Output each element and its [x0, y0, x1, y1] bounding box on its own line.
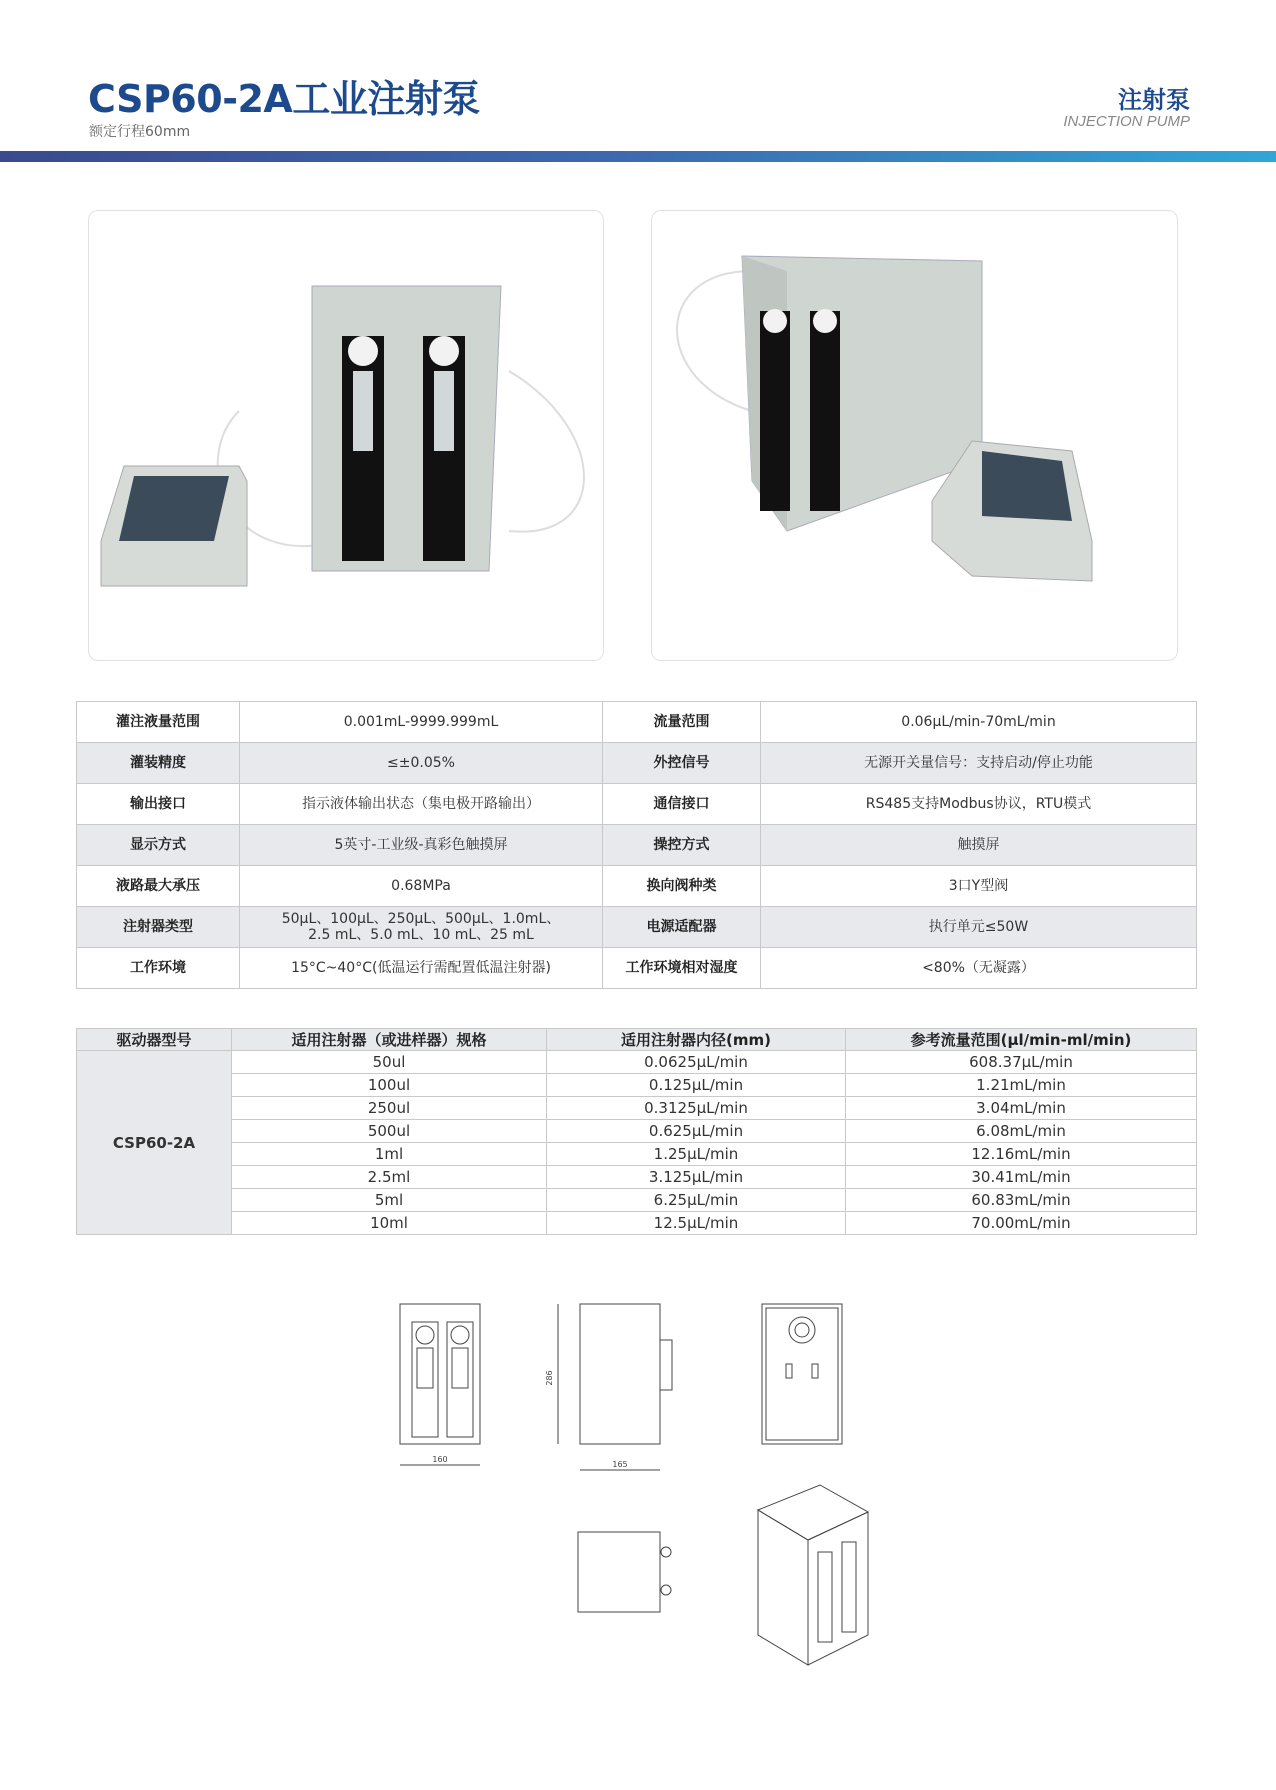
table-cell: 2.5ml: [232, 1166, 547, 1189]
table-cell: 70.00mL/min: [846, 1212, 1197, 1235]
isometric-view-drawing: [758, 1485, 868, 1665]
table-row: [77, 1212, 1197, 1235]
spec-label: 灌注液量范围: [77, 702, 240, 743]
height-dimension: 286: [545, 1370, 554, 1386]
spec-value: 触摸屏: [761, 825, 1197, 866]
spec-value: <80%（无凝露）: [761, 948, 1197, 989]
col-header: 适用注射器（或进样器）规格: [232, 1029, 547, 1051]
table-cell: 0.3125μL/min: [547, 1097, 846, 1120]
table-cell: 1ml: [232, 1143, 547, 1166]
spec-value: 3口Y型阀: [761, 866, 1197, 907]
spec-value-line: 50μL、100μL、250μL、500μL、1.0mL、: [281, 911, 561, 927]
spec-label: 流量范围: [603, 702, 761, 743]
spec-value: [240, 907, 603, 948]
product-photo-front: [88, 210, 604, 661]
spec-row: [77, 743, 1197, 784]
table-cell: 6.08mL/min: [846, 1120, 1197, 1143]
spec-label: 液路最大承压: [77, 866, 240, 907]
table-cell: 250ul: [232, 1097, 547, 1120]
spec-value-line: 2.5 mL、5.0 mL、10 mL、25 mL: [308, 927, 534, 943]
table-row: [77, 1051, 1197, 1074]
table-cell: 0.0625μL/min: [547, 1051, 846, 1074]
table-row: [77, 1074, 1197, 1097]
spec-label: 外控信号: [603, 743, 761, 784]
spec-label: 操控方式: [603, 825, 761, 866]
top-view-drawing: [578, 1532, 671, 1612]
spec-label: 通信接口: [603, 784, 761, 825]
front-view-drawing: [400, 1304, 480, 1465]
spec-label: 灌装精度: [77, 743, 240, 784]
back-view-drawing: [762, 1304, 842, 1444]
category-title: 注射泵: [1118, 86, 1190, 114]
page-subtitle: 额定行程60mm: [89, 124, 191, 140]
table-cell: 0.625μL/min: [547, 1120, 846, 1143]
spec-value: ≤±0.05%: [240, 743, 603, 784]
col-header: 参考流量范围(μl/min-ml/min): [846, 1029, 1197, 1051]
table-cell: 12.5μL/min: [547, 1212, 846, 1235]
flow-range-table: [76, 1028, 1197, 1235]
table-cell: 500ul: [232, 1120, 547, 1143]
side-view-drawing: [545, 1304, 672, 1470]
table-cell: 50ul: [232, 1051, 547, 1074]
spec-label: 工作环境: [77, 948, 240, 989]
table-cell: 1.25μL/min: [547, 1143, 846, 1166]
technical-drawings: [390, 1290, 870, 1680]
page-title: CSP60-2A工业注射泵: [88, 77, 480, 121]
spec-value: 0.68MPa: [240, 866, 603, 907]
spec-row: [77, 784, 1197, 825]
table-cell: 60.83mL/min: [846, 1189, 1197, 1212]
table-cell: 12.16mL/min: [846, 1143, 1197, 1166]
table-row: [77, 1143, 1197, 1166]
product-photo-angle: [651, 210, 1178, 661]
depth-dimension: 165: [612, 1460, 628, 1469]
table-row: [77, 1120, 1197, 1143]
spec-row: [77, 907, 1197, 948]
col-header: 驱动器型号: [77, 1029, 232, 1051]
spec-value: 0.001mL-9999.999mL: [240, 702, 603, 743]
spec-value: 指示液体输出状态（集电极开路输出）: [240, 784, 603, 825]
spec-label: 注射器类型: [77, 907, 240, 948]
header-gradient-bar: [0, 151, 1276, 162]
spec-label: 换向阀种类: [603, 866, 761, 907]
table-row: [77, 1166, 1197, 1189]
spec-label: 输出接口: [77, 784, 240, 825]
table-cell: 100ul: [232, 1074, 547, 1097]
spec-value: 15°C~40°C(低温运行需配置低温注射器): [240, 948, 603, 989]
spec-value: 5英寸-工业级-真彩色触摸屏: [240, 825, 603, 866]
spec-label: 显示方式: [77, 825, 240, 866]
table-cell: 1.21mL/min: [846, 1074, 1197, 1097]
spec-row: [77, 825, 1197, 866]
table-cell: 6.25μL/min: [547, 1189, 846, 1212]
model-cell: CSP60-2A: [77, 1051, 232, 1235]
spec-label: 工作环境相对湿度: [603, 948, 761, 989]
table-cell: 608.37μL/min: [846, 1051, 1197, 1074]
table-cell: 5ml: [232, 1189, 547, 1212]
table-row: [77, 1189, 1197, 1212]
spec-value: RS485支持Modbus协议，RTU模式: [761, 784, 1197, 825]
spec-label: 电源适配器: [603, 907, 761, 948]
spec-row: [77, 702, 1197, 743]
table-row: [77, 1097, 1197, 1120]
col-header: 适用注射器内径(mm): [547, 1029, 846, 1051]
table-cell: 30.41mL/min: [846, 1166, 1197, 1189]
table-cell: 10ml: [232, 1212, 547, 1235]
category-subtitle: INJECTION PUMP: [1063, 113, 1190, 130]
table-cell: 3.125μL/min: [547, 1166, 846, 1189]
width-dimension: 160: [432, 1455, 448, 1464]
spec-value: 无源开关量信号：支持启动/停止功能: [761, 743, 1197, 784]
table-cell: 0.125μL/min: [547, 1074, 846, 1097]
table-cell: 3.04mL/min: [846, 1097, 1197, 1120]
spec-value: 执行单元≤50W: [761, 907, 1197, 948]
spec-row: [77, 866, 1197, 907]
spec-value: 0.06μL/min-70mL/min: [761, 702, 1197, 743]
spec-table: [76, 701, 1197, 989]
spec-row: [77, 948, 1197, 989]
